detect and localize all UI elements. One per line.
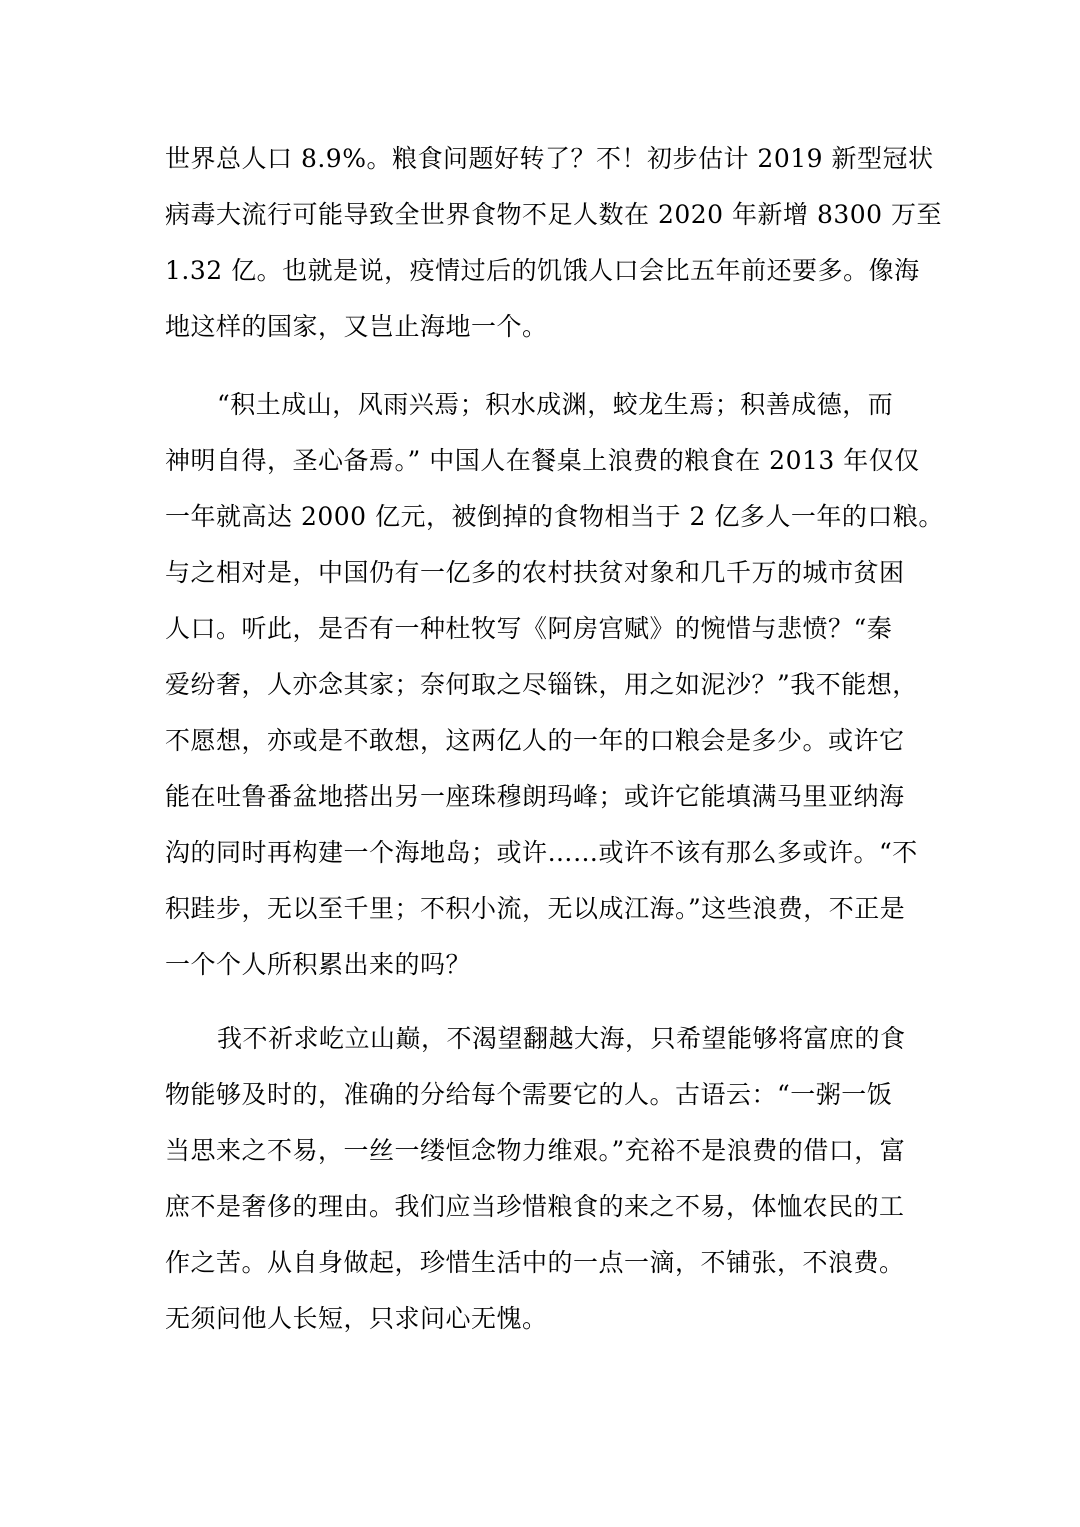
text-line: 世界总人口 8.9%。粮食问题好转了？不！初步估计 2019 新型冠状 [165, 144, 934, 173]
text-line: 庶不是奢侈的理由。我们应当珍惜粮食的来之不易，体恤农民的工 [165, 1192, 905, 1221]
text-line: 当思来之不易，一丝一缕恒念物力维艰。”充裕不是浪费的借口，富 [165, 1136, 906, 1165]
text-line: 与之相对是，中国仍有一亿多的农村扶贫对象和几千万的城市贫困 [165, 558, 905, 587]
text-line: 病毒大流行可能导致全世界食物不足人数在 2020 年新增 8300 万至 [165, 200, 943, 229]
text-line: 爱纷奢，人亦念其家；奈何取之尽锱铢，用之如泥沙？”我不能想， [165, 670, 918, 699]
text-line: 一个个人所积累出来的吗？ [165, 950, 472, 979]
text-line: 不愿想，亦或是不敢想，这两亿人的一年的口粮会是多少。或许它 [165, 726, 905, 755]
text-line: 物能够及时的，准确的分给每个需要它的人。古语云：“一粥一饭 [165, 1080, 893, 1109]
paragraph-2 [165, 377, 944, 993]
text-line: 作之苦。从自身做起，珍惜生活中的一点一滴，不铺张，不浪费。 [165, 1248, 905, 1277]
paragraph-3 [165, 1011, 925, 1347]
text-line-indented: 我不祈求屹立山巅，不渴望翻越大海，只希望能够将富庶的食 [217, 1024, 906, 1053]
text-line: 沟的同时再构建一个海地岛；或许……或许不该有那么多或许。“不 [165, 838, 918, 867]
text-line: 一年就高达 2000 亿元，被倒掉的食物相当于 2 亿多人一年的口粮。 [165, 502, 944, 531]
text-line-indented: “积土成山，风雨兴焉；积水成渊，蛟龙生焉；积善成德，而 [217, 390, 894, 419]
paragraph-1 [165, 131, 943, 355]
text-line: 能在吐鲁番盆地搭出另一座珠穆朗玛峰；或许它能填满马里亚纳海 [165, 782, 905, 811]
text-line: 地这样的国家，又岂止海地一个。 [165, 312, 548, 341]
text-line: 神明自得，圣心备焉。” 中国人在餐桌上浪费的粮食在 2013 年仅仅 [165, 446, 920, 475]
text-line: 无须问他人长短，只求问心无愧。 [165, 1304, 548, 1333]
text-line: 积跬步，无以至千里；不积小流，无以成江海。”这些浪费，不正是 [165, 894, 906, 923]
text-line: 1.32 亿。也就是说，疫情过后的饥饿人口会比五年前还要多。像海 [165, 256, 920, 285]
text-line: 人口。听此，是否有一种杜牧写《阿房宫赋》的惋惜与悲愤？“秦 [165, 614, 893, 643]
